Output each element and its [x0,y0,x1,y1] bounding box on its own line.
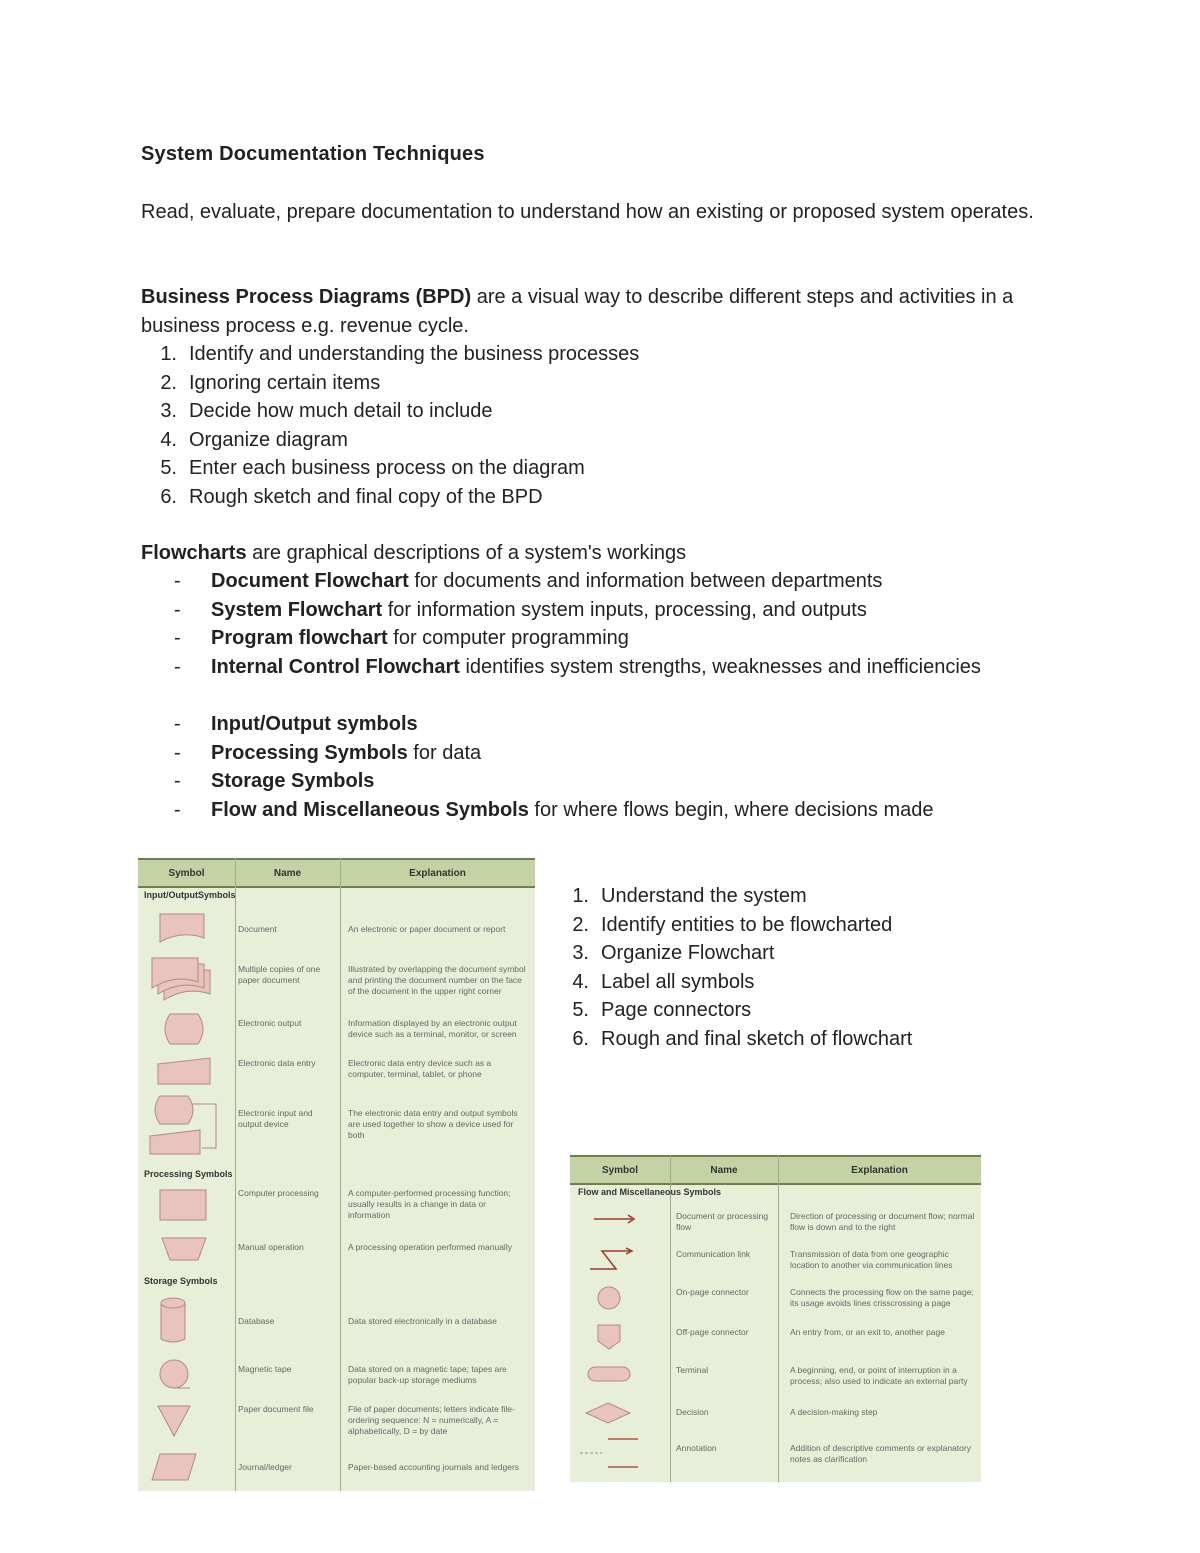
list-item: 3. Decide how much detail to include [160,400,493,422]
symbol-types-list [141,710,934,824]
symbol-table-flow-misc [570,1155,981,1482]
table-cell-name: Terminal [676,1365,709,1375]
table-cell-explanation: Addition of descriptive comments or explanatory notes as clarification [790,1443,971,1464]
off-page-connector-icon [596,1323,622,1351]
table-cell-name: On-page connector [676,1287,749,1297]
table-cell-explanation: Illustrated by overlapping the document symbol and printing the document number on the face of the document in the upper right corner [348,964,526,996]
table-cell-explanation: Transmission of data from one geographic location to another via communication lines [790,1249,953,1270]
table-header [138,858,535,888]
table-cell-name: Journal/ledger [238,1462,292,1472]
table-cell-explanation: Paper-based accounting journals and ledgers [348,1462,520,1472]
list-item: - Program flowchart for computer programming [174,627,629,649]
terminal-icon [586,1365,632,1383]
table-cell-explanation: The electronic data entry and output symbols are used together to show a device used for both [348,1108,518,1140]
electronic-output-icon [158,1012,210,1046]
list-item: - Processing Symbols for data [174,741,482,764]
table-cell-name: Document [238,924,277,934]
table-cell-name: Communication link [676,1249,751,1259]
list-item: 4. Organize diagram [160,428,348,451]
table-cell-explanation: File of paper documents; letters indicate file-ordering sequence: N = numerically, A = alphabetically, D = by date [348,1404,515,1436]
list-item: 2. Identify entities to be flowcharted [572,913,893,936]
list-item: 5. Page connectors [572,999,752,1021]
flowchart-steps-list [553,882,912,1053]
table-cell-explanation: A computer-performed processing function; usually results in a change in data or information [348,1188,511,1220]
table-cell-explanation: Direction of processing or document flow; normal flow is down and to the right [790,1211,975,1232]
header-explanation: Explanation [851,1164,908,1176]
column-divider [235,858,236,1491]
list-item: - Internal Control Flowchart identifies system strengths, weaknesses and inefficiencies [174,655,981,678]
database-icon [158,1296,188,1346]
document-symbol-icon [158,912,206,944]
list-item: 1. Understand the system [572,885,807,907]
list-item: 6. Rough sketch and final copy of the BPD [160,485,543,508]
flowchart-types-list [141,567,981,681]
decision-icon [584,1401,632,1425]
table-cell-explanation: Data stored electronically in a database [348,1316,497,1326]
table-cell-explanation: An electronic or paper document or report [348,924,506,934]
flowcharts-term: Flowcharts [141,542,247,564]
table-cell-name: Annotation [676,1443,717,1453]
column-divider [778,1155,779,1482]
symbol-table-io-processing-storage [138,858,535,1491]
bpd-term: Business Process Diagrams (BPD) [141,286,472,308]
flow-arrow-icon [592,1213,636,1225]
list-item: - Flow and Miscellaneous Symbols for where flows begin, where decisions made [174,798,934,821]
table-header [570,1155,981,1185]
header-symbol: Symbol [168,867,205,879]
table-cell-explanation: A beginning, end, or point of interruption in a process; also used to indicate an external party [790,1365,968,1386]
multiple-documents-icon [150,956,212,1002]
flowcharts-definition: are graphical descriptions of a system's workings [246,542,687,564]
table-cell-explanation: An entry from, or an exit to, another page [790,1327,945,1337]
table-cell-name: Computer processing [238,1188,319,1198]
table-cell-name: Off-page connector [676,1327,749,1337]
table-cell-name: Electronic output [238,1018,302,1028]
list-item: 6. Rough and final sketch of flowchart [572,1027,913,1050]
header-name: Name [273,867,302,879]
column-divider [670,1155,671,1482]
list-item: - Document Flowchart for documents and information between departments [174,570,883,592]
communication-link-icon [588,1247,636,1271]
header-symbol: Symbol [601,1164,639,1176]
on-page-connector-icon [596,1285,622,1311]
table-cell-explanation: Information displayed by an electronic output device such as a terminal, monitor, or screen [348,1018,517,1039]
table-cell-name: Electronic data entry [238,1058,316,1068]
magnetic-tape-icon [158,1358,192,1392]
table-cell-name: Magnetic tape [238,1364,292,1374]
table-cell-explanation: Data stored on a magnetic tape; tapes are popular back-up storage mediums [348,1364,507,1385]
flowcharts-paragraph [141,539,686,568]
table-cell-explanation: Connects the processing flow on the same page; its usage avoids lines crisscrossing a page [790,1287,974,1308]
paper-file-icon [156,1404,192,1438]
table-cell-explanation: Electronic data entry device such as a computer, terminal, tablet, or phone [348,1058,492,1079]
list-item: 5. Enter each business process on the diagram [160,457,585,479]
intro-paragraph: Read, evaluate, prepare documentation to understand how an existing or proposed system operates. [141,201,1034,223]
list-item: 4. Label all symbols [572,970,755,993]
table-cell-explanation: A processing operation performed manually [348,1242,512,1252]
table-cell-name: Electronic input and output device [238,1108,313,1129]
table-cell-name: Manual operation [238,1242,304,1252]
bpd-steps-list [141,340,639,511]
list-item: 1. Identify and understanding the business processes [160,343,640,365]
column-divider [340,858,341,1491]
table-cell-explanation: A decision-making step [790,1407,878,1417]
list-item: - System Flowchart for information system inputs, processing, and outputs [174,598,867,621]
header-explanation: Explanation [409,867,466,879]
table-cell-name: Database [238,1316,275,1326]
header-name: Name [710,1164,738,1176]
document-title: System Documentation Techniques [141,143,485,165]
journal-ledger-icon [150,1452,198,1482]
bpd-paragraph [141,283,1081,340]
table-cell-name: Multiple copies of one paper document [238,964,321,985]
list-item: - Storage Symbols [174,770,375,792]
section-label: Flow and Miscellaneous Symbols [578,1187,722,1197]
annotation-icon [578,1435,640,1471]
section-label: Input/OutputSymbols [144,890,236,900]
list-item: 2. Ignoring certain items [160,371,381,394]
table-cell-name: Document or processing flow [676,1211,769,1232]
list-item: - Input/Output symbols [174,713,418,735]
manual-operation-icon [160,1236,208,1262]
input-output-device-icon [146,1094,222,1158]
section-label: Storage Symbols [144,1276,218,1286]
table-cell-name: Decision [676,1407,709,1417]
list-item: 3. Organize Flowchart [572,942,775,964]
section-label: Processing Symbols [144,1169,233,1179]
table-cell-name: Paper document file [238,1404,314,1414]
bpd-definition: are a visual way to describe different steps and activities in a business process e.g. revenue cycle. [141,286,1014,337]
data-entry-icon [156,1056,212,1086]
computer-processing-icon [158,1188,208,1222]
